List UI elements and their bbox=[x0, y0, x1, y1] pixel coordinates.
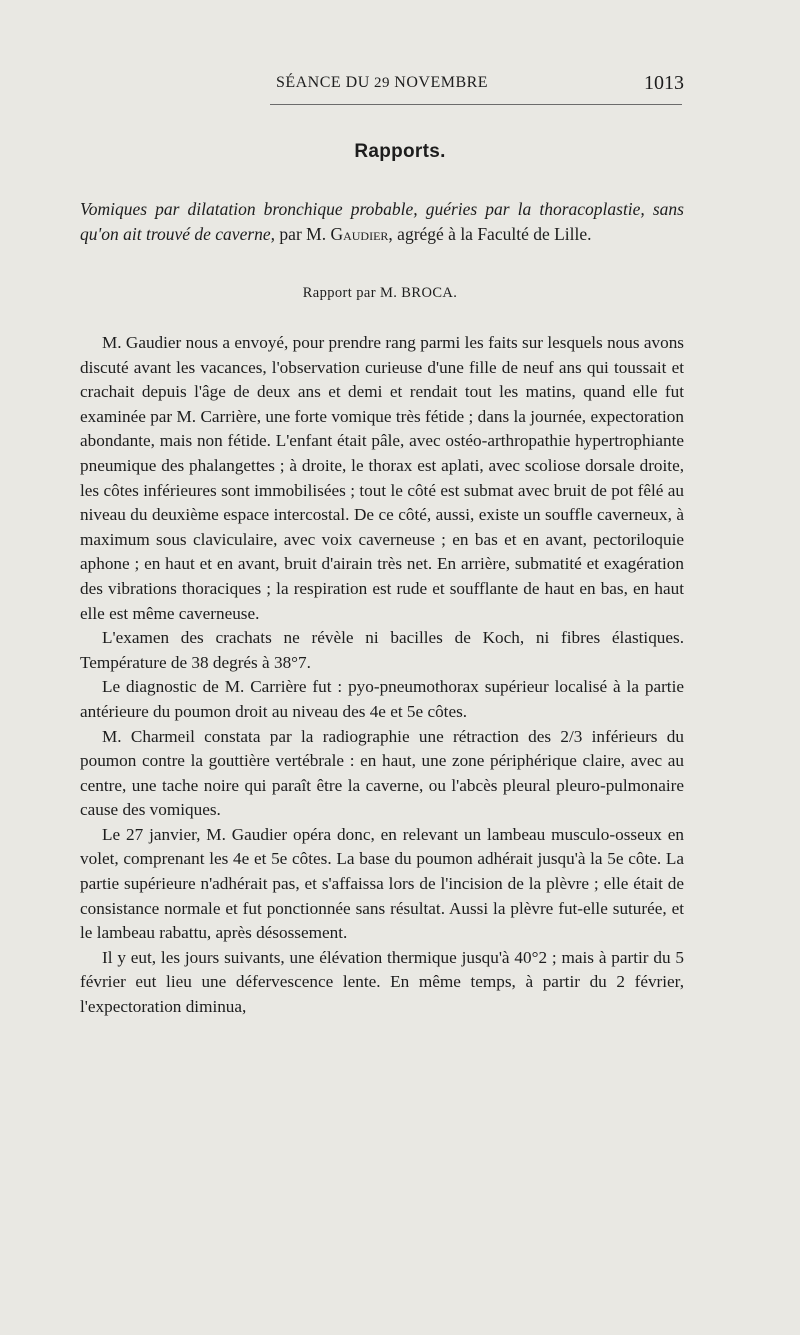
paragraph-2: L'examen des crachats ne révèle ni bacilles de Koch, ni fibres élastiques. Température de 38 degrés à 38°7. bbox=[80, 628, 684, 672]
running-head bbox=[80, 74, 684, 100]
article-by: par M. bbox=[279, 224, 327, 244]
running-title-prefix: SÉANCE DU bbox=[275, 74, 370, 91]
article-title: Vomiques par dilatation bronchique probable, guéries par la thoracoplastie, sans qu'on ait trouvé de caverne, bbox=[80, 199, 684, 244]
running-title bbox=[80, 74, 684, 92]
page-number: 1013 bbox=[644, 72, 684, 94]
running-title-day: 29 bbox=[374, 75, 391, 91]
running-title-month: NOVEMBRE bbox=[394, 74, 489, 91]
article-affiliation: , agrégé à la Faculté de Lille. bbox=[388, 224, 592, 244]
paragraph-3: Le diagnostic de M. Carrière fut : pyo-pneumothorax supérieur localisé à la partie antérieure du poumon droit au niveau des 4e et 5e côtes. bbox=[80, 677, 684, 721]
rapport-line: Rapport par M. BROCA. bbox=[302, 285, 458, 301]
header-rule bbox=[270, 104, 682, 105]
paragraph-4: M. Charmeil constata par la radiographie une rétraction des 2/3 inférieurs du poumon contre la gouttière vertébrale : en haut, une zone périphérique claire, avec au centre, une tache noire qui paraît être la caverne, ou l'abcès pleural pleuro-pulmonaire cause des vomiques. bbox=[80, 726, 684, 820]
paragraph-1: M. Gaudier nous a envoyé, pour prendre rang parmi les faits sur lesquels nous avons discuté avant les vacances, l'observation curieuse d'une fille de neuf ans qui toussait et crachait depuis l'âge de deux ans et demi et rendait tout les matins, quand elle fut examinée par M. Carrière, une forte vomique très fétide ; dans la journée, expectoration abondante, mais non fétide. L'enfant était pâle, avec ostéo-arthropathie hypertrophiante pneumique des phalangettes ; à droite, le thorax est aplati, avec scoliose dorsale droite, les côtes inférieures sont immobilisées ; tout le côté est submat avec bruit de pot fêlé au niveau du deuxième espace intercostal. De ce côté, aussi, existe un souffle caverneux, à maximum sous claviculaire, avec voix caverneuse ; en bas et en avant, pectoriloquie aphone ; en haut et en avant, bruit d'airain très net. En arrière, submatité et exagération des vibrations thoraciques ; la respiration est rude et soufflante de haut en bas, en haut elle est même caverneuse. bbox=[80, 333, 684, 623]
article-heading bbox=[80, 197, 684, 247]
section-title: Rapports. bbox=[354, 141, 446, 162]
body-text bbox=[80, 331, 684, 1020]
paragraph-5: Le 27 janvier, M. Gaudier opéra donc, en relevant un lambeau musculo-osseux en volet, comprenant les 4e et 5e côtes. La base du poumon adhérait jusqu'à la 5e côte. La partie supérieure n'adhérait pas, et s'affaissa lors de l'incision de la plèvre ; elle était de consistance normale et fut ponctionnée sans résultat. Aussi la plèvre fut-elle suturée, et le lambeau rabattu, après désossement. bbox=[80, 824, 684, 943]
article-author: Gaudier bbox=[330, 224, 389, 244]
paragraph-6: Il y eut, les jours suivants, une élévation thermique jusqu'à 40°2 ; mais à partir du 5 février eut lieu une défervescence lente. En même temps, à partir du 2 février, l'expectoration diminua, bbox=[80, 947, 684, 1017]
